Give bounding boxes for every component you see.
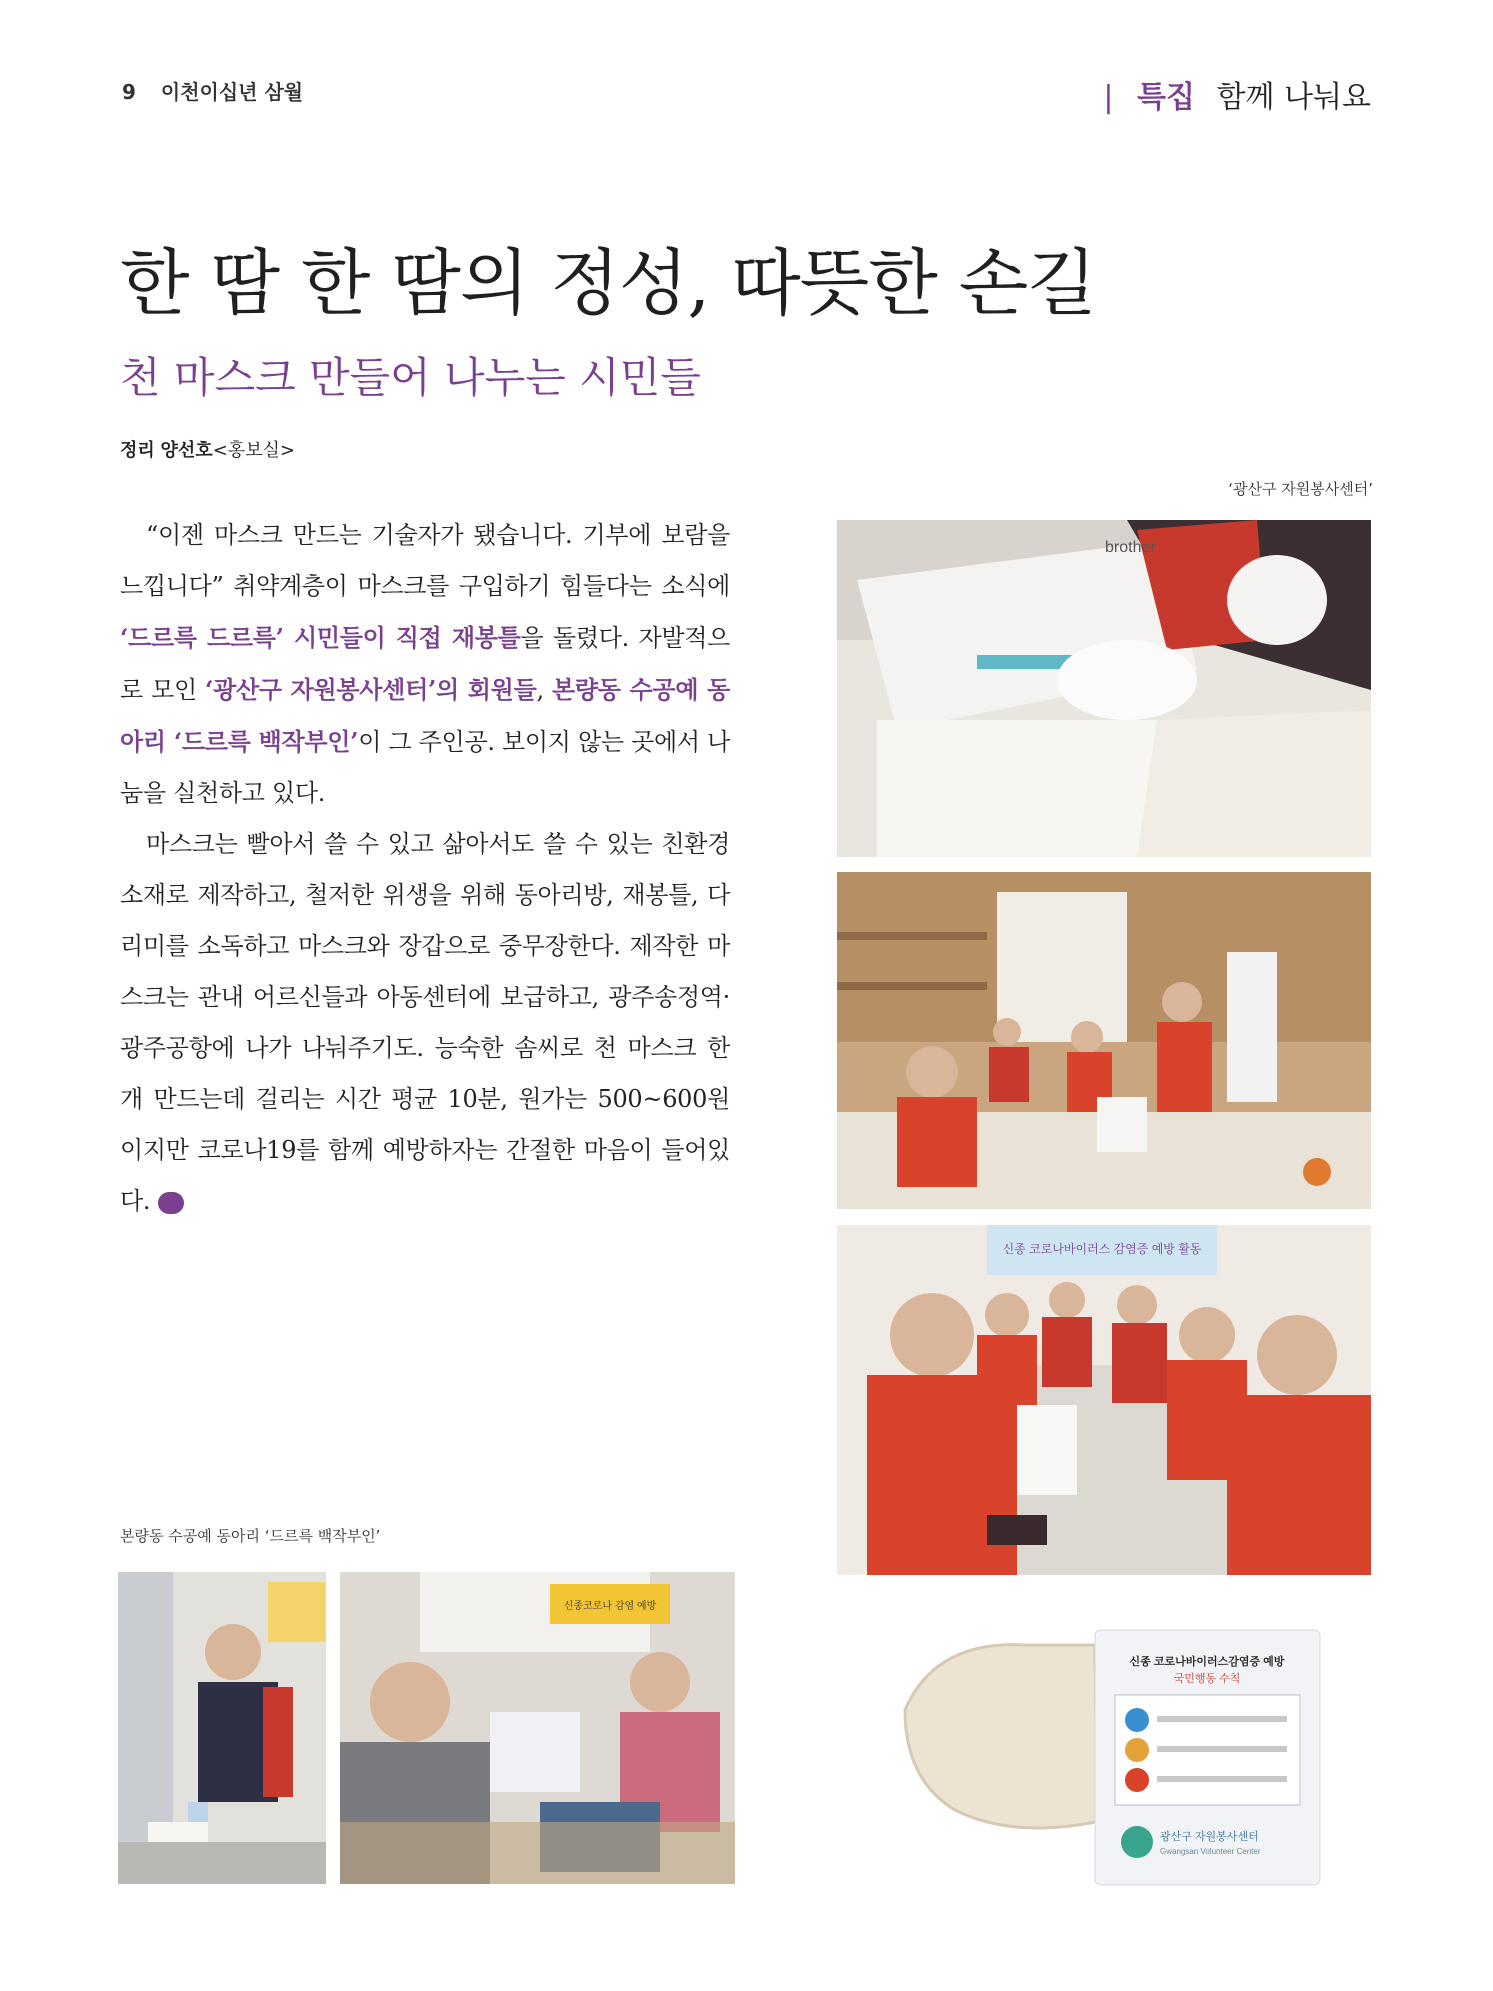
- article-title: 한 땀 한 땀의 정성, 따뜻한 손길: [120, 241, 1096, 325]
- article-body: [120, 510, 730, 1227]
- photo-group-sewing: [837, 1225, 1371, 1575]
- p1-highlight-1: ‘드르륵 드르륵’ 시민들이 직접 재봉틀: [120, 623, 521, 652]
- section-header: [1103, 72, 1371, 116]
- package-title: 신종 코로나바이러스감염증 예방: [1129, 1656, 1285, 1668]
- package-org-en: Gwangsan Volunteer Center: [1160, 1847, 1261, 1856]
- caption-craft-club: 본량동 수공예 동아리 ‘드르륵 백작부인’: [120, 1527, 381, 1545]
- p1-text-3: ,: [536, 676, 552, 704]
- issue-date: 이천이십년 삼월: [160, 80, 304, 104]
- byline-name: 양선호: [160, 440, 213, 461]
- paragraph-1: [120, 510, 730, 819]
- end-mark-icon: 끝: [158, 1192, 184, 1214]
- p1-highlight-3: 본량동 수공예 동아리 ‘드르륵 백작부인’: [120, 675, 730, 756]
- photo-club-sewing: [340, 1572, 735, 1884]
- byline: [120, 436, 295, 462]
- p1-highlight-2: ‘광산구 자원봉사센터’의 회원들: [205, 675, 537, 704]
- page-number: 9: [122, 80, 136, 104]
- photo-mask-package: [895, 1620, 1325, 1888]
- section-divider: |: [1103, 80, 1114, 115]
- paragraph-2: [120, 819, 730, 1227]
- photo-sewing-machine: [837, 520, 1371, 857]
- package-subtitle: 국민행동 수칙: [1173, 1673, 1241, 1685]
- package-org: 광산구 자원봉사센터: [1160, 1831, 1259, 1843]
- byline-label: 정리: [120, 440, 155, 461]
- section-subtitle: 함께 나눠요: [1216, 80, 1371, 115]
- p1-text-2: 을 돌렸다. 자발적으로 모인: [120, 624, 731, 704]
- p1-text-1: “이젠 마스크 만드는 기술자가 됐습니다. 기부에 보람을 느낍니다” 취약계층이 마스크를 구입하기 힘들다는 소식에: [120, 521, 730, 600]
- page-header-left: [122, 76, 303, 105]
- section-name: 특집: [1137, 80, 1196, 115]
- p2-text: 마스크는 빨아서 쓸 수 있고 삶아서도 쓸 수 있는 친환경 소재로 제작하고, 철저한 위생을 위해 동아리방, 재봉틀, 다리미를 소독하고 마스크와 장갑으로 중무장한다. 제작한 마스크는 관내 어르신들과 아동센터에 보급하고, 광주송정역·광주공항에 나가 나눠주기도. 능숙한 솜씨로 천 마스크 한 개 만드는데 걸리는 시간 평균 10분, 원가는 500~600원이지만 코로나19를 함께 예방하자는 간절한 마음이 들어있다.: [120, 830, 730, 1215]
- p1-text-4: 이 그 주인공. 보이지 않는 곳에서 나눔을 실천하고 있다.: [120, 728, 730, 807]
- event-banner-label: 신종 코로나바이러스 감염증 예방 활동: [1002, 1242, 1202, 1256]
- byline-dept: <홍보실>: [212, 440, 296, 461]
- machine-brand-label: brother: [1105, 539, 1156, 556]
- photo-craft-room: [837, 872, 1371, 1209]
- club-banner-label: 신종코로나 감염 예방: [563, 1601, 657, 1612]
- photo-man-masks: [118, 1572, 326, 1884]
- article-subtitle: 천 마스크 만들어 나누는 시민들: [120, 353, 701, 402]
- caption-volunteer-center: ‘광산구 자원봉사센터’: [1228, 480, 1373, 498]
